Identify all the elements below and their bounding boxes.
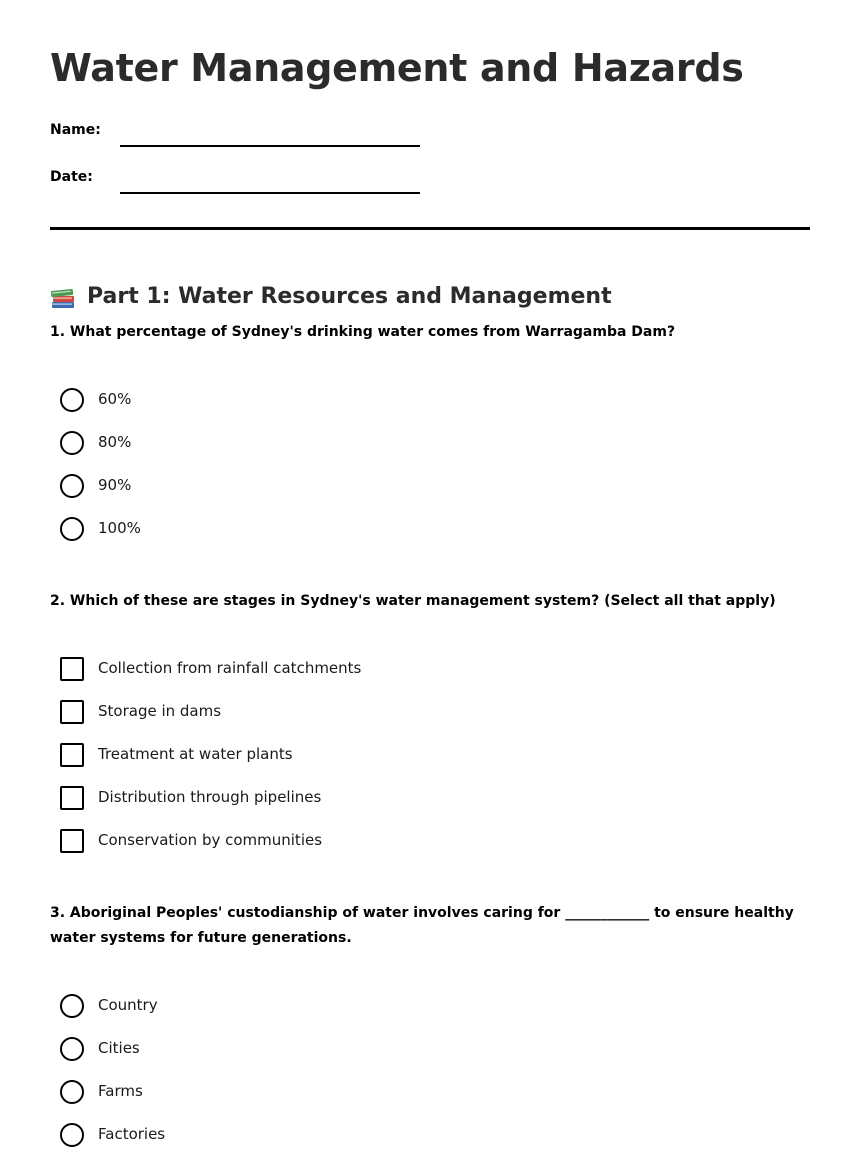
option-label: 90% [98, 476, 132, 494]
question-1-options [60, 387, 141, 559]
option-label: Conservation by communities [98, 831, 323, 849]
question-3-options [60, 993, 165, 1165]
question-1-option[interactable] [60, 516, 141, 559]
question-2-option[interactable] [60, 785, 361, 828]
question-2-option[interactable] [60, 699, 361, 742]
option-label: Factories [98, 1125, 166, 1143]
checkbox[interactable] [60, 743, 84, 767]
question-3-option[interactable] [60, 1036, 165, 1079]
option-label: Farms [98, 1082, 143, 1100]
books-icon [50, 285, 76, 309]
radio-button[interactable] [60, 1037, 84, 1061]
date-field [50, 169, 450, 199]
radio-button[interactable] [60, 994, 84, 1018]
option-label: 60% [98, 390, 132, 408]
question-3-text: 3. Aboriginal Peoples' custodianship of water involves caring for ____________ to ensure healthy water systems for future generations. [50, 905, 794, 946]
option-label: Treatment at water plants [98, 745, 293, 763]
checkbox[interactable] [60, 786, 84, 810]
option-label: Collection from rainfall catchments [98, 659, 362, 677]
name-field [50, 122, 450, 152]
question-3-option[interactable] [60, 1079, 165, 1122]
question-2-option[interactable] [60, 828, 361, 871]
option-label: 100% [98, 519, 141, 537]
part1-heading-text: Part 1: Water Resources and Management [87, 284, 612, 310]
radio-button[interactable] [60, 1123, 84, 1147]
radio-button[interactable] [60, 431, 84, 455]
header-divider [50, 227, 810, 230]
radio-button[interactable] [60, 517, 84, 541]
radio-button[interactable] [60, 388, 84, 412]
question-2-option[interactable] [60, 742, 361, 785]
name-label: Name: [50, 122, 101, 138]
checkbox[interactable] [60, 657, 84, 681]
part1-heading [50, 284, 612, 309]
question-2-option[interactable] [60, 656, 361, 699]
date-label: Date: [50, 169, 93, 185]
checkbox[interactable] [60, 700, 84, 724]
question-3-option[interactable] [60, 1122, 165, 1165]
date-answer-line[interactable] [120, 192, 420, 194]
question-1-text: 1. What percentage of Sydney's drinking water comes from Warragamba Dam? [50, 324, 676, 340]
checkbox[interactable] [60, 829, 84, 853]
question-2-text: 2. Which of these are stages in Sydney's water management system? (Select all that apply) [50, 593, 776, 609]
option-label: Country [98, 996, 158, 1014]
question-2-options [60, 656, 361, 871]
option-label: Distribution through pipelines [98, 788, 322, 806]
option-label: Storage in dams [98, 702, 222, 720]
question-1-option[interactable] [60, 430, 141, 473]
question-1-option[interactable] [60, 387, 141, 430]
name-answer-line[interactable] [120, 145, 420, 147]
radio-button[interactable] [60, 474, 84, 498]
worksheet-title: Water Management and Hazards [50, 46, 744, 90]
option-label: Cities [98, 1039, 140, 1057]
radio-button[interactable] [60, 1080, 84, 1104]
question-1-option[interactable] [60, 473, 141, 516]
option-label: 80% [98, 433, 132, 451]
question-3-option[interactable] [60, 993, 165, 1036]
